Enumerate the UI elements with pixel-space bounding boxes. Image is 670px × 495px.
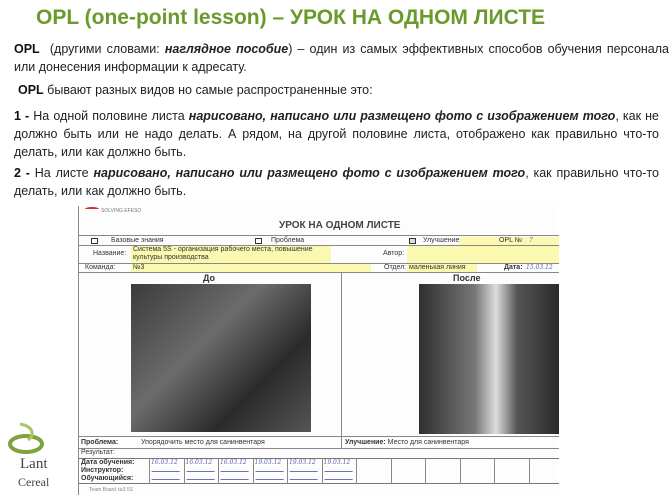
leaf-swirl-icon <box>6 422 46 454</box>
instructor-signature <box>255 469 284 472</box>
item-2-pre: На листе <box>34 166 94 180</box>
checkbox-problem[interactable] <box>255 238 262 244</box>
label-improvement: Улучшение <box>423 237 460 244</box>
instructor-signature <box>220 469 249 472</box>
instructor-signature <box>186 469 215 472</box>
form-brand: SOLVING EFESO <box>101 208 142 214</box>
training-date-cell: 16.03.12 <box>151 459 178 466</box>
name-label: Название: <box>93 250 127 257</box>
result-label: Результат: <box>81 449 115 456</box>
trainee-signature <box>220 477 249 480</box>
intro-emphasis: наглядное пособие <box>164 42 289 56</box>
intro-paragraph <box>14 40 669 76</box>
trainee-signature <box>324 477 353 480</box>
training-date-cell: 19.03.12 <box>289 459 316 466</box>
label-basic: Базовые знания <box>111 237 164 244</box>
intro-pre: (другими словами: <box>49 42 165 56</box>
team-label: Команда: <box>85 264 116 271</box>
opl-number-label: OPL № <box>499 237 523 244</box>
item-2 <box>14 164 659 200</box>
checkbox-basic[interactable] <box>91 238 98 244</box>
training-date-cell: 19.03.12 <box>323 459 351 466</box>
trainee-signature <box>289 477 318 480</box>
instructor-signature <box>289 469 318 472</box>
intro-post: ) – один из самых эффективных способов обучения персонала или донесения информации к адресату. <box>14 42 669 74</box>
trainee-signature <box>186 477 215 480</box>
problem-label: Проблема: <box>81 439 119 446</box>
opl-number-value: 7 <box>529 237 533 244</box>
form-footer: Team Board №3 5S <box>89 487 133 493</box>
intro-lead: OPL <box>14 42 40 56</box>
label-problem: Проблема <box>271 237 305 244</box>
item-1-pre: На одной половине листа <box>33 109 189 123</box>
item-2-post: , как правильно что-то делать, или как должно быть. <box>14 166 659 198</box>
dept-value: маленькая линия <box>407 264 477 272</box>
instructor-signature <box>151 469 180 472</box>
dept-label: Отдел: <box>384 264 407 271</box>
date-label: Дата: <box>504 264 523 271</box>
after-heading: После <box>453 273 481 283</box>
kinds-lead: OPL <box>18 83 44 97</box>
instructor-label: Инструктор: <box>81 467 124 474</box>
trainee-signature <box>151 477 180 480</box>
brand-logo-icon <box>85 207 99 211</box>
checkbox-improvement[interactable] <box>409 238 416 244</box>
training-date-cell: 19.03.12 <box>254 459 282 466</box>
kinds-paragraph <box>18 81 658 99</box>
improve-value: Место для санинвентаря <box>387 439 469 446</box>
author-value <box>407 246 559 263</box>
date-value: 15.03.12 <box>526 264 553 271</box>
item-2-emphasis: нарисовано, написано или размещено фото с изображением того <box>93 166 526 180</box>
item-1-number: 1 - <box>14 109 34 123</box>
instructor-signature <box>324 469 353 472</box>
item-1 <box>14 107 659 161</box>
lant-cereal-logo <box>2 422 68 495</box>
item-1-emphasis: нарисовано, написано или размещено фото с изображением того <box>188 109 616 123</box>
after-photo <box>419 284 559 434</box>
author-label: Автор: <box>383 250 405 257</box>
page-title: OPL (one-point lesson) – УРОК НА ОДНОМ ЛИСТЕ <box>36 6 546 29</box>
logo-line2: Cereal <box>18 475 50 489</box>
training-date-cell: 16.03.12 <box>220 459 247 466</box>
training-date-cell: 16.03.12 <box>185 459 213 466</box>
team-value: №3 <box>131 264 371 272</box>
problem-value: Упорядочить место для санинвентаря <box>141 439 265 446</box>
improve-label: Улучшение: <box>345 439 386 446</box>
trainee-signature <box>255 477 284 480</box>
kinds-text: бывают разных видов но самые распространенные это: <box>43 83 373 97</box>
name-value: Система 5S - организация рабочего места, повышение культуры производства <box>131 246 331 263</box>
item-1-post: , как не должно быть или не надо делать. А рядом, на другой половине листа, отображено как правильно что-то делать, или как должно быть. <box>14 109 659 159</box>
logo-line1: Lant <box>20 456 48 472</box>
form-heading: УРОК НА ОДНОМ ЛИСТЕ <box>279 220 401 231</box>
opl-form-image <box>78 206 558 495</box>
item-2-number: 2 - <box>14 166 35 180</box>
before-heading: До <box>203 273 216 283</box>
trainee-label: Обучающийся: <box>81 475 134 482</box>
training-date-label: Дата обучения: <box>81 459 135 466</box>
before-photo <box>131 284 311 432</box>
